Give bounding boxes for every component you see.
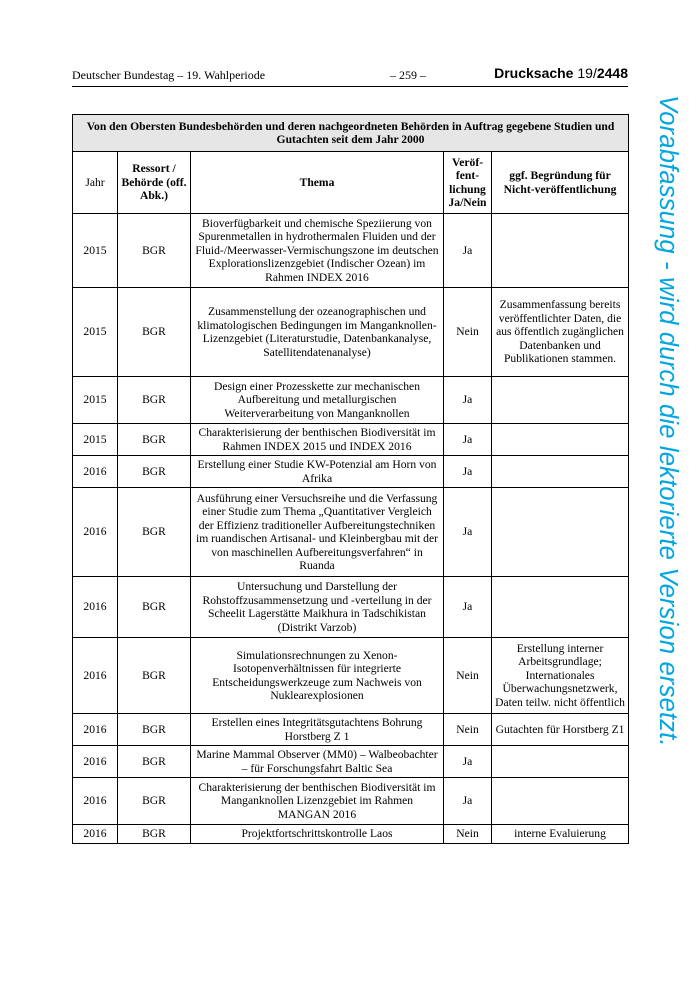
- cell-thema: Ausführung einer Versuchsreihe und die Verfassung einer Studie zum Thema „Quantitativer Vergleich der Effizienz traditioneller Aufbereitungstechniken im ruandischen Artisanal- und Kleinbergbau mit der von maschinellen Aufbereitungsverfahren“ in Ruanda: [191, 488, 444, 577]
- cell-begruendung: [492, 577, 629, 638]
- cell-jahr: 2016: [73, 778, 118, 825]
- cell-begruendung: [492, 778, 629, 825]
- table-row: [73, 456, 629, 488]
- cell-begruendung: [492, 488, 629, 577]
- cell-begruendung: [492, 424, 629, 456]
- table-row: [73, 746, 629, 778]
- cell-ressort: BGR: [118, 377, 191, 424]
- table-row: [73, 214, 629, 288]
- cell-veroeffentlichung: Nein: [444, 714, 492, 746]
- cell-veroeffentlichung: Ja: [444, 488, 492, 577]
- cell-thema: Untersuchung und Darstellung der Rohstoffzusammensetzung und -verteilung in der Scheelit Lagerstätte Maikhura in Tadschikistan (Distrikt Varzob): [191, 577, 444, 638]
- cell-ressort: BGR: [118, 638, 191, 714]
- column-header-begruendung: ggf. Begründung für Nicht-veröffentlichung: [492, 152, 629, 214]
- table-row: [73, 488, 629, 577]
- cell-begruendung: [492, 456, 629, 488]
- table-row: [73, 377, 629, 424]
- cell-begruendung: [492, 746, 629, 778]
- cell-jahr: 2016: [73, 488, 118, 577]
- page-header: [72, 65, 628, 87]
- table-row: [73, 778, 629, 825]
- cell-ressort: BGR: [118, 214, 191, 288]
- cell-ressort: BGR: [118, 714, 191, 746]
- table-title-row: [73, 115, 629, 152]
- header-doc-label: Drucksache: [494, 65, 574, 81]
- table-row: [73, 288, 629, 377]
- cell-thema: Zusammenstellung der ozeanographischen und klimatologischen Bedingungen im Manganknollen-Lizenzgebiet (Literaturstudie, Datenbankanalyse, Satellitendatenanalyse): [191, 288, 444, 377]
- column-header-thema: Thema: [191, 152, 444, 214]
- cell-jahr: 2016: [73, 456, 118, 488]
- header-document-number: [494, 65, 628, 81]
- cell-begruendung: Zusammenfassung bereits veröffentlichter Daten, die aus öffentlich zugänglichen Datenbanken und Publikationen stammen.: [492, 288, 629, 377]
- cell-veroeffentlichung: Nein: [444, 638, 492, 714]
- cell-jahr: 2016: [73, 746, 118, 778]
- column-header-ressort: Ressort / Behörde (off. Abk.): [118, 152, 191, 214]
- header-parliament: Deutscher Bundestag – 19. Wahlperiode: [72, 68, 266, 82]
- cell-ressort: BGR: [118, 456, 191, 488]
- cell-veroeffentlichung: Nein: [444, 288, 492, 377]
- cell-ressort: BGR: [118, 577, 191, 638]
- cell-veroeffentlichung: Ja: [444, 746, 492, 778]
- cell-thema: Erstellung einer Studie KW-Potenzial am Horn von Afrika: [191, 456, 444, 488]
- table-row: [73, 825, 629, 844]
- cell-jahr: 2015: [73, 424, 118, 456]
- table-row: [73, 424, 629, 456]
- cell-thema: Charakterisierung der benthischen Biodiversität im Rahmen INDEX 2015 und INDEX 2016: [191, 424, 444, 456]
- cell-jahr: 2016: [73, 825, 118, 844]
- cell-veroeffentlichung: Ja: [444, 577, 492, 638]
- cell-thema: Bioverfügbarkeit und chemische Speziierung von Spurenmetallen in hydrothermalen Fluiden und der Fluid-/Meerwasser-Vermischungszone im deutschen Explorationslizenzgebiet (Indischer Ozean) im Rahmen INDEX 2016: [191, 214, 444, 288]
- header-doc-prefix: 19/: [577, 65, 597, 81]
- column-header-jahr: Jahr: [73, 152, 118, 214]
- cell-veroeffentlichung: Ja: [444, 377, 492, 424]
- cell-thema: Charakterisierung der benthischen Biodiversität im Manganknollen Lizenzgebiet im Rahmen MANGAN 2016: [191, 778, 444, 825]
- cell-ressort: BGR: [118, 424, 191, 456]
- column-header-veroeffentlichung: Veröf-fent-lichung Ja/Nein: [444, 152, 492, 214]
- cell-begruendung: interne Evaluierung: [492, 825, 629, 844]
- cell-veroeffentlichung: Ja: [444, 214, 492, 288]
- cell-veroeffentlichung: Nein: [444, 825, 492, 844]
- cell-veroeffentlichung: Ja: [444, 778, 492, 825]
- cell-veroeffentlichung: Ja: [444, 456, 492, 488]
- cell-thema: Marine Mammal Observer (MM0) – Walbeobachter – für Forschungsfahrt Baltic Sea: [191, 746, 444, 778]
- draft-watermark: [648, 95, 688, 905]
- cell-ressort: BGR: [118, 288, 191, 377]
- table-row: [73, 638, 629, 714]
- cell-veroeffentlichung: Ja: [444, 424, 492, 456]
- table-header-row: [73, 152, 629, 214]
- cell-jahr: 2015: [73, 214, 118, 288]
- cell-begruendung: Gutachten für Horstberg Z1: [492, 714, 629, 746]
- cell-thema: Simulationsrechnungen zu Xenon-Isotopenverhältnissen für integrierte Entscheidungswerkzeuge zum Nachweis von Nuklearexplosionen: [191, 638, 444, 714]
- cell-jahr: 2015: [73, 377, 118, 424]
- cell-jahr: 2015: [73, 288, 118, 377]
- table-row: [73, 714, 629, 746]
- cell-thema: Projektfortschrittskontrolle Laos: [191, 825, 444, 844]
- cell-ressort: BGR: [118, 488, 191, 577]
- cell-ressort: BGR: [118, 778, 191, 825]
- cell-ressort: BGR: [118, 825, 191, 844]
- header-doc-number: 2448: [596, 65, 628, 81]
- watermark-text: Vorabfassung - wird durch die lektorierte Version ersetzt.: [654, 95, 682, 747]
- cell-jahr: 2016: [73, 577, 118, 638]
- cell-jahr: 2016: [73, 638, 118, 714]
- studies-table: [72, 114, 629, 844]
- table-row: [73, 577, 629, 638]
- table-title: Von den Obersten Bundesbehörden und deren nachgeordneten Behörden in Auftrag gegebene Studien und Gutachten seit dem Jahr 2000: [73, 115, 629, 152]
- cell-thema: Design einer Prozesskette zur mechanischen Aufbereitung und metallurgischen Weiterverarbeitung von Manganknollen: [191, 377, 444, 424]
- header-page-number: – 259 –: [390, 68, 426, 82]
- cell-ressort: BGR: [118, 746, 191, 778]
- cell-jahr: 2016: [73, 714, 118, 746]
- cell-begruendung: [492, 377, 629, 424]
- cell-thema: Erstellen eines Integritätsgutachtens Bohrung Horstberg Z 1: [191, 714, 444, 746]
- cell-begruendung: [492, 214, 629, 288]
- cell-begruendung: Erstellung interner Arbeitsgrundlage; Internationales Überwachungsnetzwerk, Daten teilw. nicht öffentlich: [492, 638, 629, 714]
